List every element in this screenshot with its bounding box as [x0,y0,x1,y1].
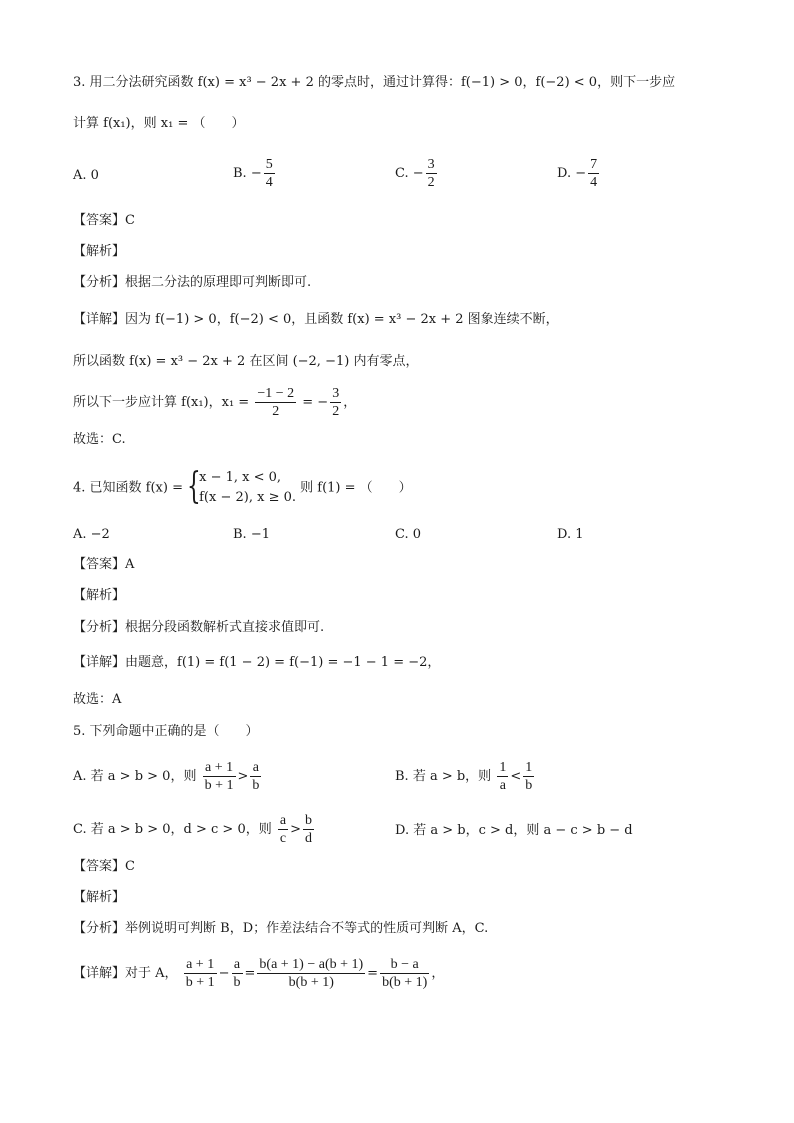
fraction [278,812,288,847]
fraction [184,956,217,991]
answer-value: C [125,859,135,874]
xiangjie-text: 由题意，f(1) = f(1 − 2) = f(−1) = −1 − 1 = −2， [125,655,441,670]
denominator: b [525,778,533,793]
q3-answer [73,211,135,231]
numerator: a + 1 [184,956,217,974]
xiangjie-tag: 【详解】 [73,655,126,670]
q4-stem [73,468,412,508]
numerator: a [279,813,287,828]
jiexi-label: 【解析】 [73,244,126,259]
equals-minus: = − [302,395,329,410]
numerator: 7 [590,157,598,172]
q3-jiexi-tag [73,242,125,262]
fenxi-text: 根据二分法的原理即可判断即可. [125,275,312,290]
q3-xiangjie-line2: 所以函数 f(x) = x³ − 2x + 2 在区间 (−2, −1) 内有零点， [73,354,419,369]
piecewise-case-1: x − 1, x < 0, [199,470,282,485]
equals-sign: = [244,966,256,981]
fenxi-text: 根据分段函数解析式直接求值即可. [125,620,325,635]
numerator: a + 1 [203,759,236,777]
q3-stem-line2: 计算 f(x₁)，则 x₁ = （ ） [73,116,245,131]
numerator: b − a [380,956,429,974]
numerator: a [250,759,261,777]
answer-tag: 【答案】 [73,859,126,874]
minus-sign: − [250,166,262,181]
denominator: b + 1 [185,975,215,990]
q3-xiangjie-line3 [73,385,356,420]
q4-stem-prefix: 4. 已知函数 f(x) = [73,480,183,496]
q4-jiexi-tag [73,586,125,606]
option-a-prefix: A. 若 a > b > 0，则 [73,769,197,784]
numerator: 1 [499,760,507,775]
q4-xiangjie [73,653,440,673]
fraction [203,759,236,794]
minus-sign: − [412,166,424,181]
fraction [497,759,508,794]
q3-guxuan: 故选：C. [73,432,126,447]
denominator: a [499,778,506,793]
equals-sign: = [367,966,379,981]
fraction [380,956,429,991]
q3-xiangjie-line1 [73,310,559,330]
answer-tag: 【答案】 [73,557,126,572]
jiexi-label: 【解析】 [73,890,126,905]
fraction [250,759,261,794]
fenxi-tag: 【分析】 [73,620,126,635]
denominator: 4 [590,175,598,190]
option-b-prefix: B. 若 a > b，则 [395,769,492,784]
denominator: 2 [332,404,340,419]
minus-sign: − [575,166,587,181]
answer-value: C [125,213,135,228]
comma: ， [343,395,357,410]
numerator: b [305,813,312,828]
fraction [255,385,296,420]
q5-jiexi-tag [73,888,125,908]
q5-xiangjie [73,956,444,991]
denominator: b(b + 1) [382,975,428,990]
relation-sign: > [290,822,301,837]
piecewise-function [187,468,296,508]
comma: ， [431,966,445,981]
denominator: d [305,831,312,846]
denominator: b + 1 [204,778,234,793]
q5-option-b [395,759,536,794]
minus-sign: − [218,966,230,981]
xiangjie-prefix: 对于 A， [125,966,178,981]
option-c-prefix: C. 若 a > b > 0，d > c > 0，则 [73,822,272,837]
q4-answer [73,555,134,575]
denominator: b [252,778,260,793]
fenxi-tag: 【分析】 [73,275,126,290]
relation-sign: < [510,769,522,784]
left-brace: { [187,466,201,507]
fraction [264,156,275,191]
q5-option-a [73,759,263,794]
denominator: c [279,831,287,846]
q4-fenxi [73,618,324,638]
numerator: 5 [265,157,273,172]
q4-option-d: D. 1 [557,527,584,542]
numerator: 3 [427,157,435,172]
q5-stem: 5. 下列命题中正确的是（ ） [73,724,259,739]
q4-stem-suffix: 则 f(1) = （ ） [300,480,412,496]
xiangjie-tag: 【详解】 [73,312,126,327]
q3-option-c [395,156,439,191]
denominator: 2 [272,404,280,419]
xiangjie3-prefix: 所以下一步应计算 f(x₁)，x₁ = [73,395,250,410]
fraction [303,812,314,847]
relation-sign: > [237,769,249,784]
q4-option-c: C. 0 [395,527,422,542]
q3-option-b [233,156,277,191]
q5-option-c [73,812,316,847]
option-label: B. [233,166,247,181]
fraction [232,956,243,991]
xiangjie-text: 因为 f(−1) > 0，f(−2) < 0，且函数 f(x) = x³ − 2x + 2 图象连续不断， [125,312,559,327]
fraction [426,156,437,191]
q4-option-a: A. −2 [73,527,110,542]
numerator: a [232,956,243,974]
answer-tag: 【答案】 [73,213,126,228]
numerator: 1 [525,760,533,775]
xiangjie-tag: 【详解】 [73,966,126,981]
fenxi-text: 举例说明可判断 B，D；作差法结合不等式的性质可判断 A，C. [125,921,489,936]
numerator: 3 [332,386,340,401]
q5-fenxi [73,919,488,939]
q5-answer [73,857,135,877]
denominator: 2 [427,175,435,190]
answer-value: A [125,557,135,572]
q3-option-a: A. 0 [73,168,99,183]
fenxi-tag: 【分析】 [73,921,126,936]
piecewise-case-2: f(x − 2), x ≥ 0. [199,490,296,505]
q4-guxuan: 故选：A [73,692,122,707]
option-label: D. [557,166,572,181]
q3-fenxi [73,273,311,293]
q3-stem-line1: 3. 用二分法研究函数 f(x) = x³ − 2x + 2 的零点时，通过计算得：f(−1) > 0，f(−2) < 0，则下一步应 [73,75,676,90]
q3-option-d [557,156,601,191]
option-label: C. [395,166,409,181]
fraction [330,385,341,420]
denominator: b [233,975,241,990]
numerator: −1 − 2 [257,386,295,401]
fraction [523,759,534,794]
denominator: 4 [265,175,273,190]
numerator: b(a + 1) − a(b + 1) [259,957,364,972]
denominator: b(b + 1) [288,975,334,990]
q4-option-b: B. −1 [233,527,270,542]
jiexi-label: 【解析】 [73,588,126,603]
fraction [257,956,365,991]
fraction [588,156,599,191]
q5-option-d: D. 若 a > b，c > d，则 a − c > b − d [395,823,633,838]
